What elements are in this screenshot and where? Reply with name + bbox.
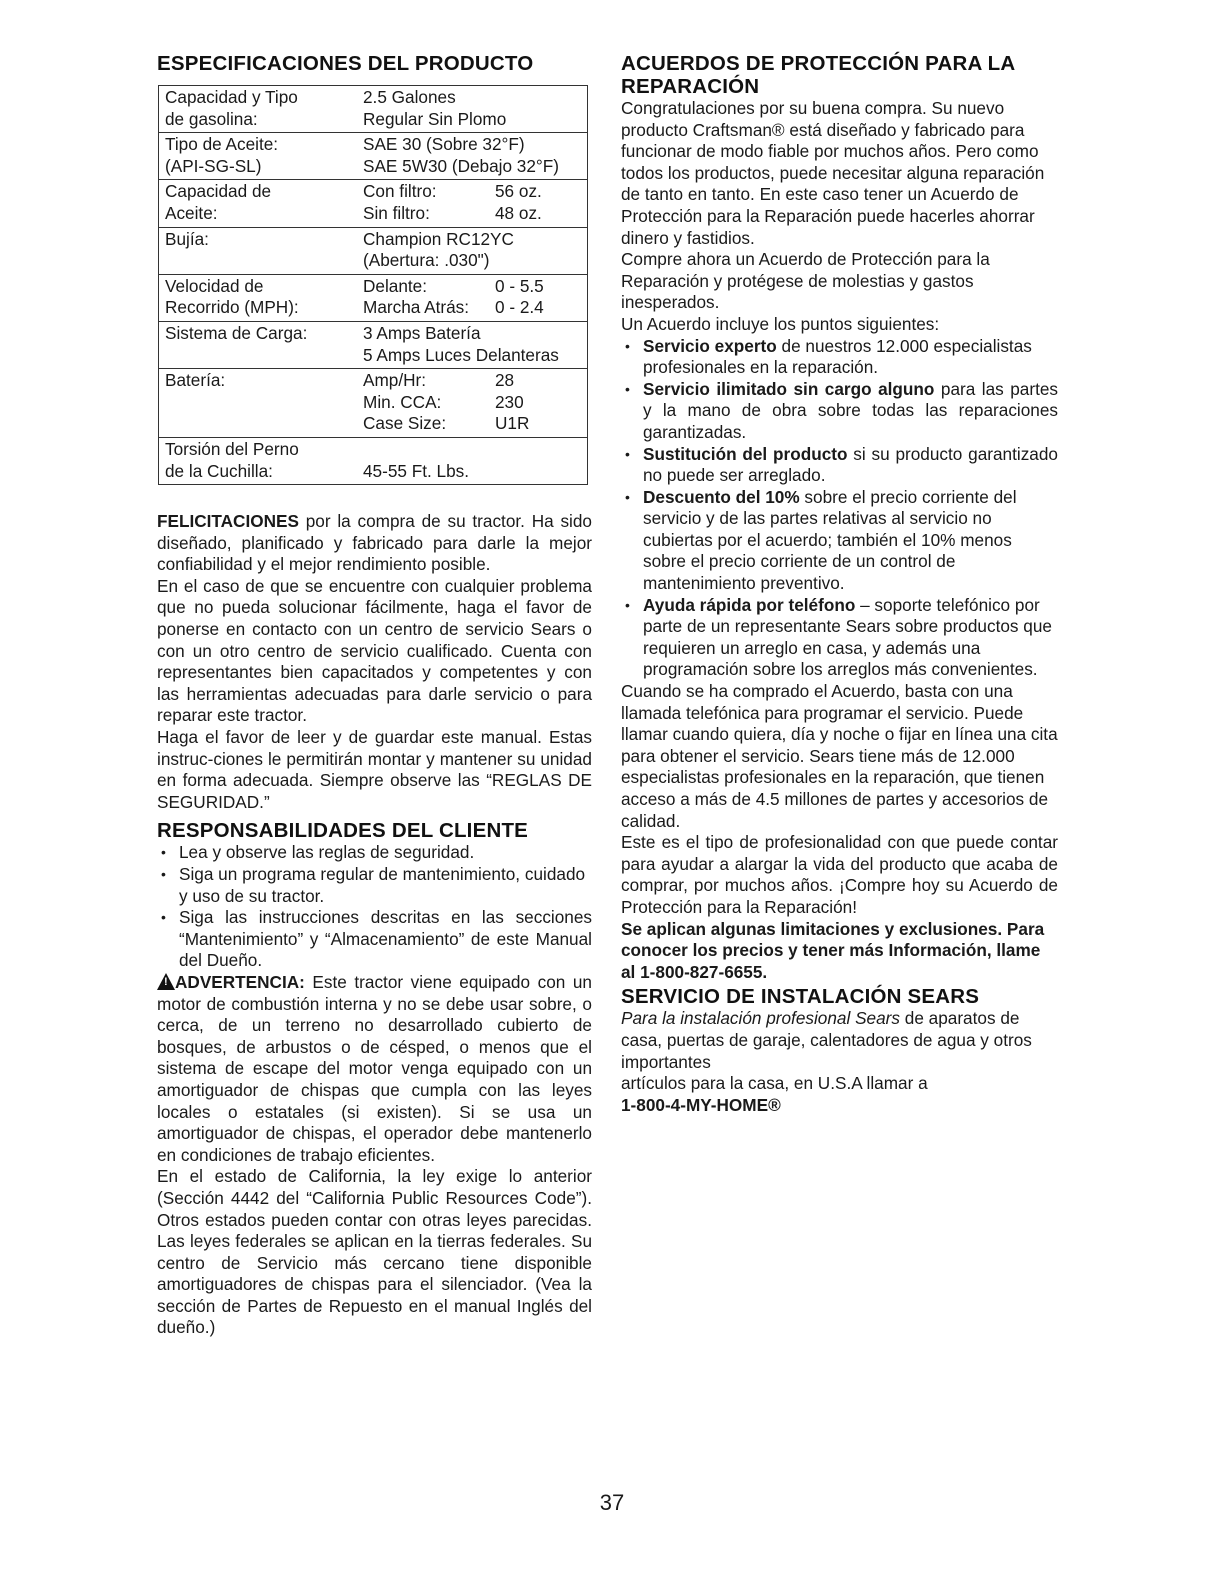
limitaciones-paragraph: Se aplican algunas limitaciones y exclusiones. Para conocer los precios y tener más Información, llame al 1-800-827-6655. — [621, 918, 1045, 982]
spec-value — [363, 180, 588, 227]
felicitaciones-lead: FELICITACIONES — [157, 511, 299, 532]
cuando-paragraph: Cuando se ha comprado el Acuerdo, basta con una llamada telefónica para programar el servicio. Puede llamar cuando quiera, día y noche o fijar en línea una cita para obtener el servicio. Sears tiene más de 12.000 especialistas profesionales en la reparación, que tienen acceso a más de 4.5 millones de partes y accesorios de calidad. — [621, 681, 1058, 831]
spec-label — [159, 369, 364, 438]
item-bold: Servicio experto — [643, 335, 777, 356]
install-title: SERVICIO DE INSTALACIÓN SEARS — [621, 985, 980, 1009]
spec-pair-value: 48 oz. — [495, 202, 542, 223]
spec-pair-value: 230 — [495, 391, 524, 412]
spec-pair — [363, 413, 587, 435]
intro-paragraph: Congratulaciones por su buena compra. Su nuevo producto Craftsman® está diseñado y fabricado para funcionar de modo fiable por muchos años. Pero como todos los productos, puede necesitar alguna reparación de tanto en tanto. En este caso tener un Acuerdo de Protección para la Reparación puede hacerles ahorrar dinero y fastidios. — [621, 98, 1045, 248]
resp-title: RESPONSABILIDADES DEL CLIENTE — [157, 819, 529, 843]
item-bold: Sustitución del producto — [643, 443, 848, 464]
spec-value — [363, 133, 588, 180]
spec-label-line: Sistema de Carga: — [165, 322, 308, 343]
list-item: • Siga un programa regular de mantenimiento, cuidado y uso de su tractor. — [157, 864, 592, 907]
install-phone: 1-800-4-MY-HOME® — [621, 1094, 781, 1115]
spec-pair-value: U1R — [495, 413, 530, 434]
spec-pair-value: 0 - 5.5 — [495, 275, 544, 296]
item-text: – soporte telefónico por parte de un representante Sears sobre productos que requieren un arreglo en casa, y además una programación sobre los arreglos más convenientes. — [643, 594, 1052, 680]
spec-value-line: 2.5 Galones — [363, 87, 456, 107]
item-bold: Descuento del 10% — [643, 486, 800, 507]
item-bold: Ayuda rápida por teléfono — [643, 594, 856, 615]
manual-paragraph: Haga el favor de leer y de guardar este manual. Estas instruc-ciones le permitirán montar y mantener su unidad en forma adecuada. Siempre observe las “REGLAS DE SEGURIDAD.” — [157, 727, 592, 812]
page-number: 37 — [599, 1490, 625, 1515]
spec-value-line: 3 Amps Batería — [363, 322, 481, 343]
spec-value-line: SAE 30 (Sobre 32°F) — [363, 134, 525, 155]
spec-label — [159, 227, 364, 274]
spec-pair-value: 28 — [495, 370, 515, 391]
item-text: si su producto garantizado no puede ser arreglado. — [643, 443, 1058, 486]
table-row — [159, 227, 588, 274]
item-text: de nuestros 12.000 especialistas profesionales en la reparación. — [643, 335, 1032, 378]
spec-value-line: Regular Sin Plomo — [363, 108, 507, 129]
table-row — [159, 86, 588, 133]
table-row — [159, 133, 588, 180]
spec-pair-value: 0 - 2.4 — [495, 297, 544, 318]
item-bold: Servicio ilimitado sin cargo alguno — [643, 378, 935, 399]
california-paragraph: En el estado de California, la ley exige lo anterior (Sección 4442 del “California Public Resources Code”). Otros estados pueden contar con otras leyes parecidas. Las leyes federales se aplican en la tierras federales. Su centro de Servicio más cercano tiene disponible amortiguadores de chispas para el silenciador. (Vea la sección de Partes de Repuesto en el manual Inglés del dueño.) — [157, 1166, 592, 1338]
warning-paragraph — [157, 972, 592, 1166]
spec-pair — [363, 392, 587, 414]
list-item — [621, 336, 1058, 379]
spec-pair — [363, 370, 587, 392]
spec-value-line — [363, 439, 587, 461]
warning-icon: ! — [157, 973, 175, 990]
list-item — [621, 444, 1058, 487]
spec-pair-key: Amp/Hr: — [363, 370, 427, 391]
spec-label-line: Aceite: — [165, 202, 218, 223]
spec-label — [159, 133, 364, 180]
warning-label: ADVERTENCIA: — [175, 971, 305, 992]
table-row — [159, 274, 588, 321]
table-row — [159, 437, 588, 484]
spec-value — [363, 274, 588, 321]
spec-pair — [363, 297, 587, 319]
spec-title: ESPECIFICACIONES DEL PRODUCTO — [157, 52, 534, 75]
spec-label-line: (API-SG-SL) — [165, 155, 262, 176]
spec-label — [159, 321, 364, 368]
spec-label — [159, 437, 364, 484]
spec-label-line: Capacidad y Tipo — [165, 87, 298, 107]
list-item — [621, 487, 1058, 595]
spec-label-line: Recorrido (MPH): — [165, 297, 299, 318]
right-column — [621, 52, 1058, 1116]
spec-value — [363, 437, 588, 484]
felicitaciones-text: por la compra de su tractor. Ha sido diseñado, planificado y fabricado para darle la mejor confiabilidad y el mejor rendimiento posible. — [157, 511, 592, 575]
spec-value-line: 45-55 Ft. Lbs. — [363, 460, 470, 481]
list-item — [621, 379, 1058, 444]
spec-value-line: Champion RC12YC — [363, 228, 514, 249]
item-text: sobre el precio corriente del servicio y de las partes relativas al servicio no cubiertas por el acuerdo; también el 10% menos sobre el precio corriente de un control de mantenimiento preventivo. — [643, 486, 1017, 594]
table-row — [159, 321, 588, 368]
table-row — [159, 369, 588, 438]
spec-label-line: Torsión del Perno — [165, 438, 299, 459]
spec-pair-key: Con filtro: — [363, 181, 437, 202]
spec-label-line: de la Cuchilla: — [165, 460, 273, 481]
incluye-paragraph: Un Acuerdo incluye los puntos siguientes: — [621, 313, 940, 334]
spec-label-line: Capacidad de — [165, 181, 272, 202]
left-column — [157, 52, 592, 1339]
spec-value — [363, 227, 588, 274]
install-text: de aparatos de casa, puertas de garaje, calentadores de agua y otros importantes — [621, 1008, 1032, 1072]
felicitaciones-paragraph — [157, 511, 592, 576]
spec-pair — [363, 181, 587, 203]
install-italic: Para la instalación profesional Sears — [621, 1008, 900, 1029]
item-text: para las partes y la mano de obra sobre todas las reparaciones garantizadas. — [643, 378, 1058, 442]
spec-value-line: SAE 5W30 (Debajo 32°F) — [363, 155, 560, 176]
spec-label-line: Tipo de Aceite: — [165, 134, 279, 155]
list-item: • Lea y observe las reglas de seguridad. — [157, 842, 592, 864]
spec-pair — [363, 203, 587, 225]
spec-pair-key: Delante: — [363, 275, 428, 296]
install-paragraph — [621, 1008, 1058, 1073]
compre-paragraph: Compre ahora un Acuerdo de Protección para la Reparación y protégese de molestias y gastos inesperados. — [621, 249, 990, 313]
spec-value — [363, 86, 588, 133]
spec-pair-key: Sin filtro: — [363, 202, 430, 223]
resp-list — [157, 842, 592, 972]
spec-pair-key: Min. CCA: — [363, 391, 442, 412]
table-row — [159, 180, 588, 227]
spec-table — [158, 85, 588, 485]
spec-value — [363, 369, 588, 438]
spec-label-line: Velocidad de — [165, 275, 264, 296]
este-paragraph: Este es el tipo de profesionalidad con que puede contar para ayudar a alargar la vida del producto que acaba de comprar, por muchos años. ¡Compre hoy su Acuerdo de Protección para la Reparación! — [621, 832, 1058, 917]
spec-pair — [363, 276, 587, 298]
spec-label — [159, 180, 364, 227]
spec-pair-value: 56 oz. — [495, 181, 542, 202]
spec-pair-key: Marcha Atrás: — [363, 297, 470, 318]
spec-label — [159, 86, 364, 133]
list-item: • Siga las instrucciones descritas en las secciones “Mantenimiento” y “Almacenamiento” de este Manual del Dueño. — [157, 907, 592, 972]
spec-label-line: de gasolina: — [165, 108, 258, 129]
list-item — [621, 595, 1058, 681]
spec-label-line: Batería: — [165, 370, 226, 391]
benefits-list — [621, 336, 1058, 682]
install-paragraph-2: artículos para la casa, en U.S.A llamar a — [621, 1073, 928, 1094]
spec-label — [159, 274, 364, 321]
protection-title: ACUERDOS DE PROTECCIÓN PARA LA REPARACIÓN — [621, 52, 1015, 98]
spec-pair-key: Case Size: — [363, 413, 447, 434]
spec-value — [363, 321, 588, 368]
spec-value-line: (Abertura: .030") — [363, 250, 490, 271]
warning-text: Este tractor viene equipado con un motor de combustión interna y no se debe usar sobre, o cerca, de un terreno no desarrollado cubierto de bosques, de arbustos o de césped, o menos que el sistema de escape del motor venga equipado con un amortiguador de chispas que cumpla con las leyes locales o estatales (si existen). Si se usa un amortiguador de chispas, el operador debe mantenerlo en condiciones de trabajo eficientes. — [157, 971, 592, 1165]
spec-value-line: 5 Amps Luces Delanteras — [363, 344, 559, 365]
service-paragraph: En el caso de que se encuentre con cualquier problema que no pueda solucionar fácilmente, haga el favor de ponerse en contacto con un centro de servicio Sears o con un otro centro de servicio cualificado. Cuenta con representantes bien capacitados y competentes y con las herramientas adecuadas para darle servicio o para reparar este tractor. — [157, 575, 592, 726]
spec-label-line: Bujía: — [165, 228, 209, 249]
